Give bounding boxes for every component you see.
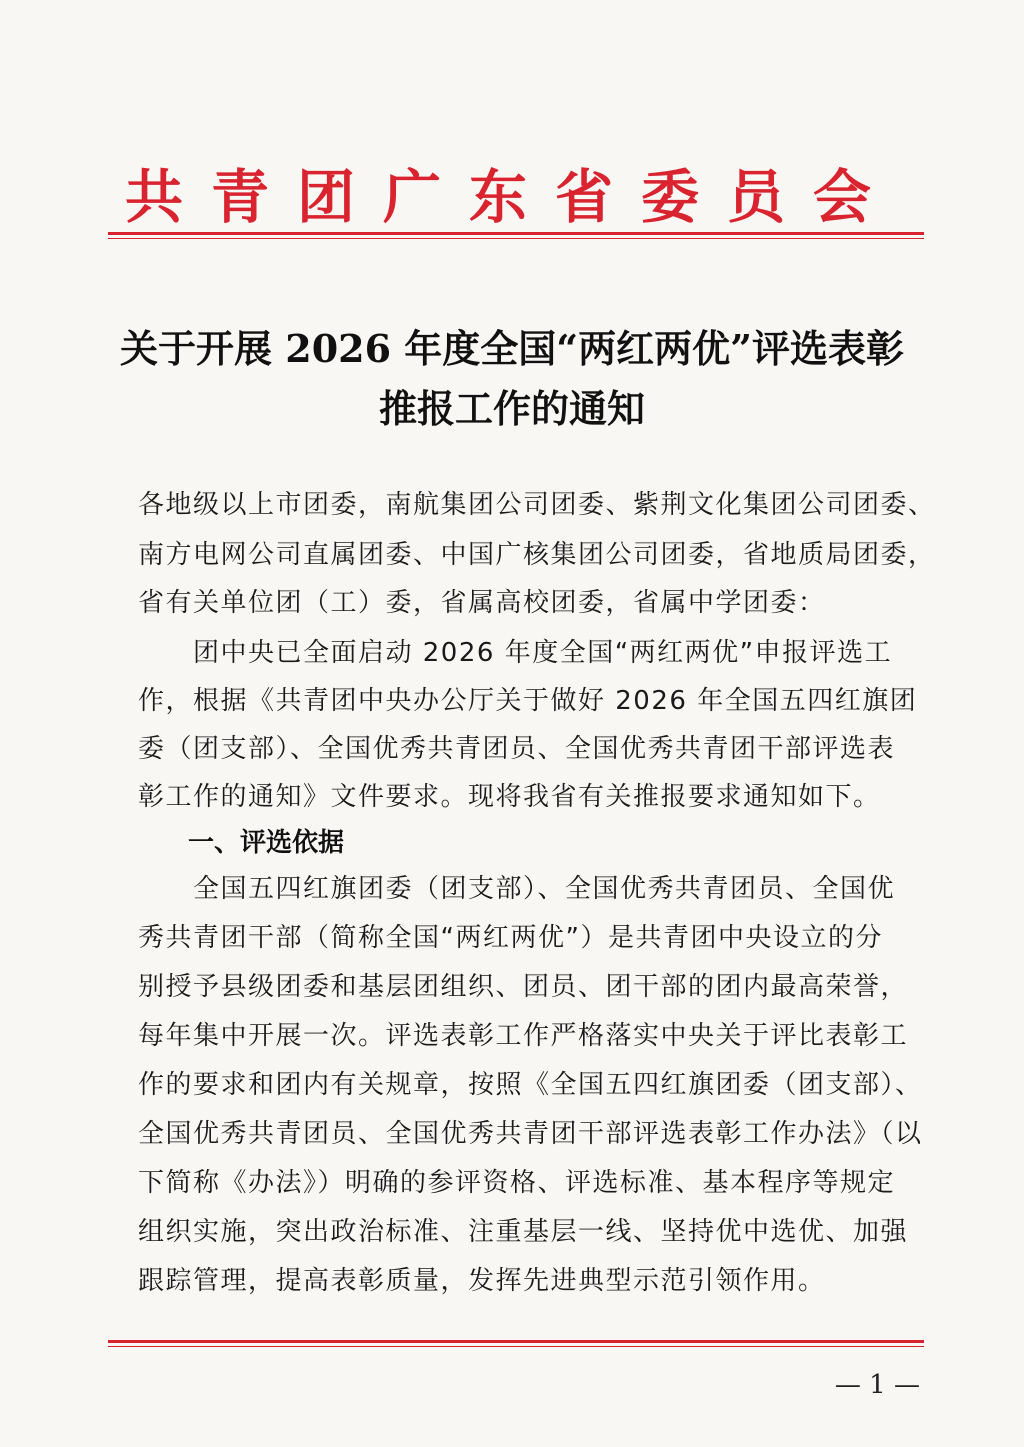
footer-rule-thick — [108, 1340, 924, 1343]
header-rule-thin — [108, 238, 924, 239]
section1-line-9: 跟踪管理，提高表彰质量，发挥先进典型示范引领作用。 — [138, 1266, 826, 1296]
intro-line-4: 彰工作的通知》文件要求。现将我省有关推报要求通知如下。 — [138, 782, 881, 812]
intro-line-3: 委（团支部）、全国优秀共青团员、全国优秀共青团干部评选表 — [138, 734, 896, 764]
addressee-line-3: 省有关单位团（工）委，省属高校团委，省属中学团委： — [138, 588, 826, 618]
page-number: — 1 — — [834, 1370, 920, 1400]
issuing-organization-header: 共青团广东省委员会 — [124, 163, 899, 231]
section1-line-6: 全国优秀共青团员、全国优秀共青团干部评选表彰工作办法》（以 — [138, 1119, 923, 1149]
intro-line-2: 作，根据《共青团中央办公厅关于做好 2026 年全国五四红旗团 — [138, 686, 918, 716]
intro-line-1: 团中央已全面启动 2026 年度全国“两红两优”申报评选工 — [138, 638, 893, 668]
document-title-line-2: 推报工作的通知 — [378, 386, 645, 431]
footer-rule-thin — [108, 1346, 924, 1347]
document-title-line-1: 关于开展 2026 年度全国“两红两优”评选表彰 — [120, 326, 904, 371]
header-rule-thick — [108, 232, 924, 235]
section1-line-1: 全国五四红旗团委（团支部）、全国优秀共青团员、全国优 — [138, 874, 896, 904]
section1-line-2: 秀共青团干部（简称全国“两红两优”）是共青团中央设立的分 — [138, 923, 883, 953]
addressee-line-2: 南方电网公司直属团委、中国广核集团公司团委，省地质局团委， — [138, 540, 936, 570]
section1-line-7: 下简称《办法》）明确的参评资格、评选标准、基本程序等规定 — [138, 1168, 896, 1198]
section1-line-4: 每年集中开展一次。评选表彰工作严格落实中央关于评比表彰工 — [138, 1021, 909, 1051]
section-heading-1: 一、评选依据 — [188, 828, 345, 858]
section1-line-5: 作的要求和团内有关规章，按照《全国五四红旗团委（团支部）、 — [138, 1070, 923, 1100]
section1-line-8: 组织实施，突出政治标准、注重基层一线、坚持优中选优、加强 — [138, 1217, 909, 1247]
addressee-line-1: 各地级以上市团委，南航集团公司团委、紫荆文化集团公司团委、 — [138, 490, 936, 520]
section1-line-3: 别授予县级团委和基层团组织、团员、团干部的团内最高荣誉， — [138, 972, 909, 1002]
